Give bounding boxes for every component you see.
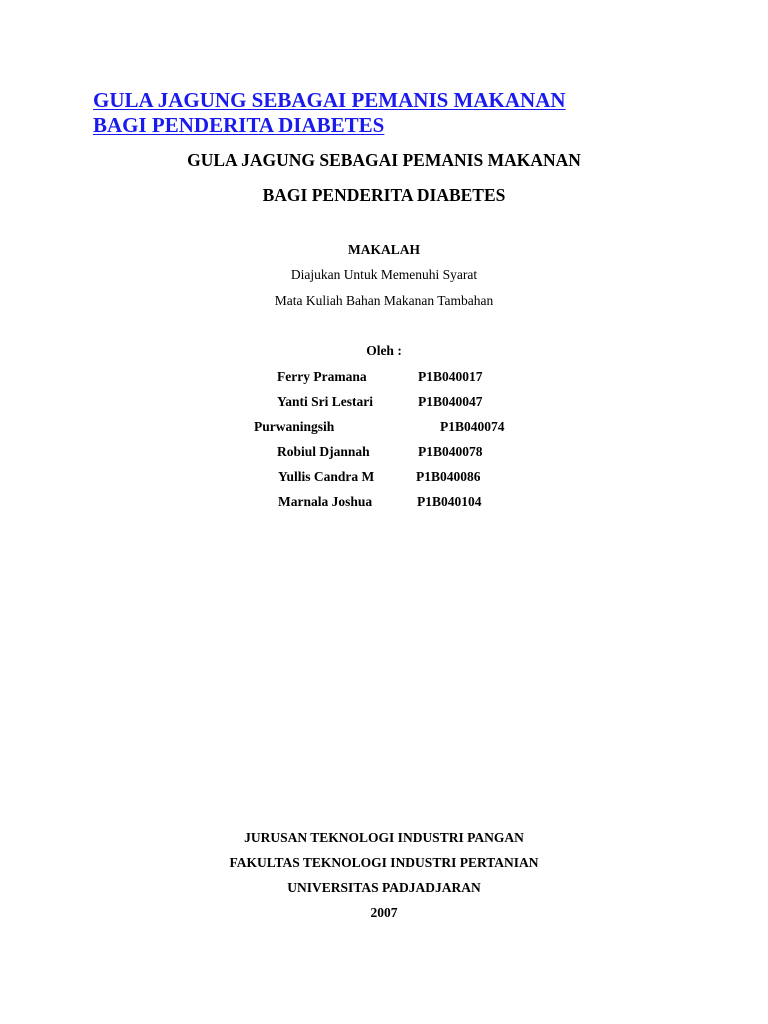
by-label: Oleh : [366,343,402,358]
author-name: Marnala Joshua [278,494,373,509]
author-name: Ferry Pramana [277,369,367,384]
title-link-line-2[interactable]: BAGI PENDERITA DIABETES [93,113,385,137]
author-nim: P1B040017 [418,369,483,384]
purpose-line-2: Mata Kuliah Bahan Makanan Tambahan [274,293,494,308]
author-name: Yanti Sri Lestari [277,394,373,409]
faculty-line: FAKULTAS TEKNOLOGI INDUSTRI PERTANIAN [229,855,539,870]
author-nim: P1B040078 [418,444,483,459]
author-nim: P1B040074 [440,419,505,434]
author-name: Yullis Candra M [278,469,375,484]
document-title-line-1: GULA JAGUNG SEBAGAI PEMANIS MAKANAN [187,150,581,170]
university-line: UNIVERSITAS PADJADJARAN [287,880,481,895]
department-line: JURUSAN TEKNOLOGI INDUSTRI PANGAN [244,830,524,845]
year-line: 2007 [370,905,398,920]
author-name: Purwaningsih [254,419,335,434]
author-name: Robiul Djannah [277,444,370,459]
author-nim: P1B040104 [417,494,482,509]
author-nim: P1B040086 [416,469,481,484]
document-type: MAKALAH [348,242,420,257]
document-title-line-2: BAGI PENDERITA DIABETES [262,185,506,205]
title-link[interactable] [93,88,653,138]
author-nim: P1B040047 [418,394,483,409]
title-link-line-1[interactable]: GULA JAGUNG SEBAGAI PEMANIS MAKANAN [93,88,566,112]
purpose-line-1: Diajukan Untuk Memenuhi Syarat [290,267,478,282]
